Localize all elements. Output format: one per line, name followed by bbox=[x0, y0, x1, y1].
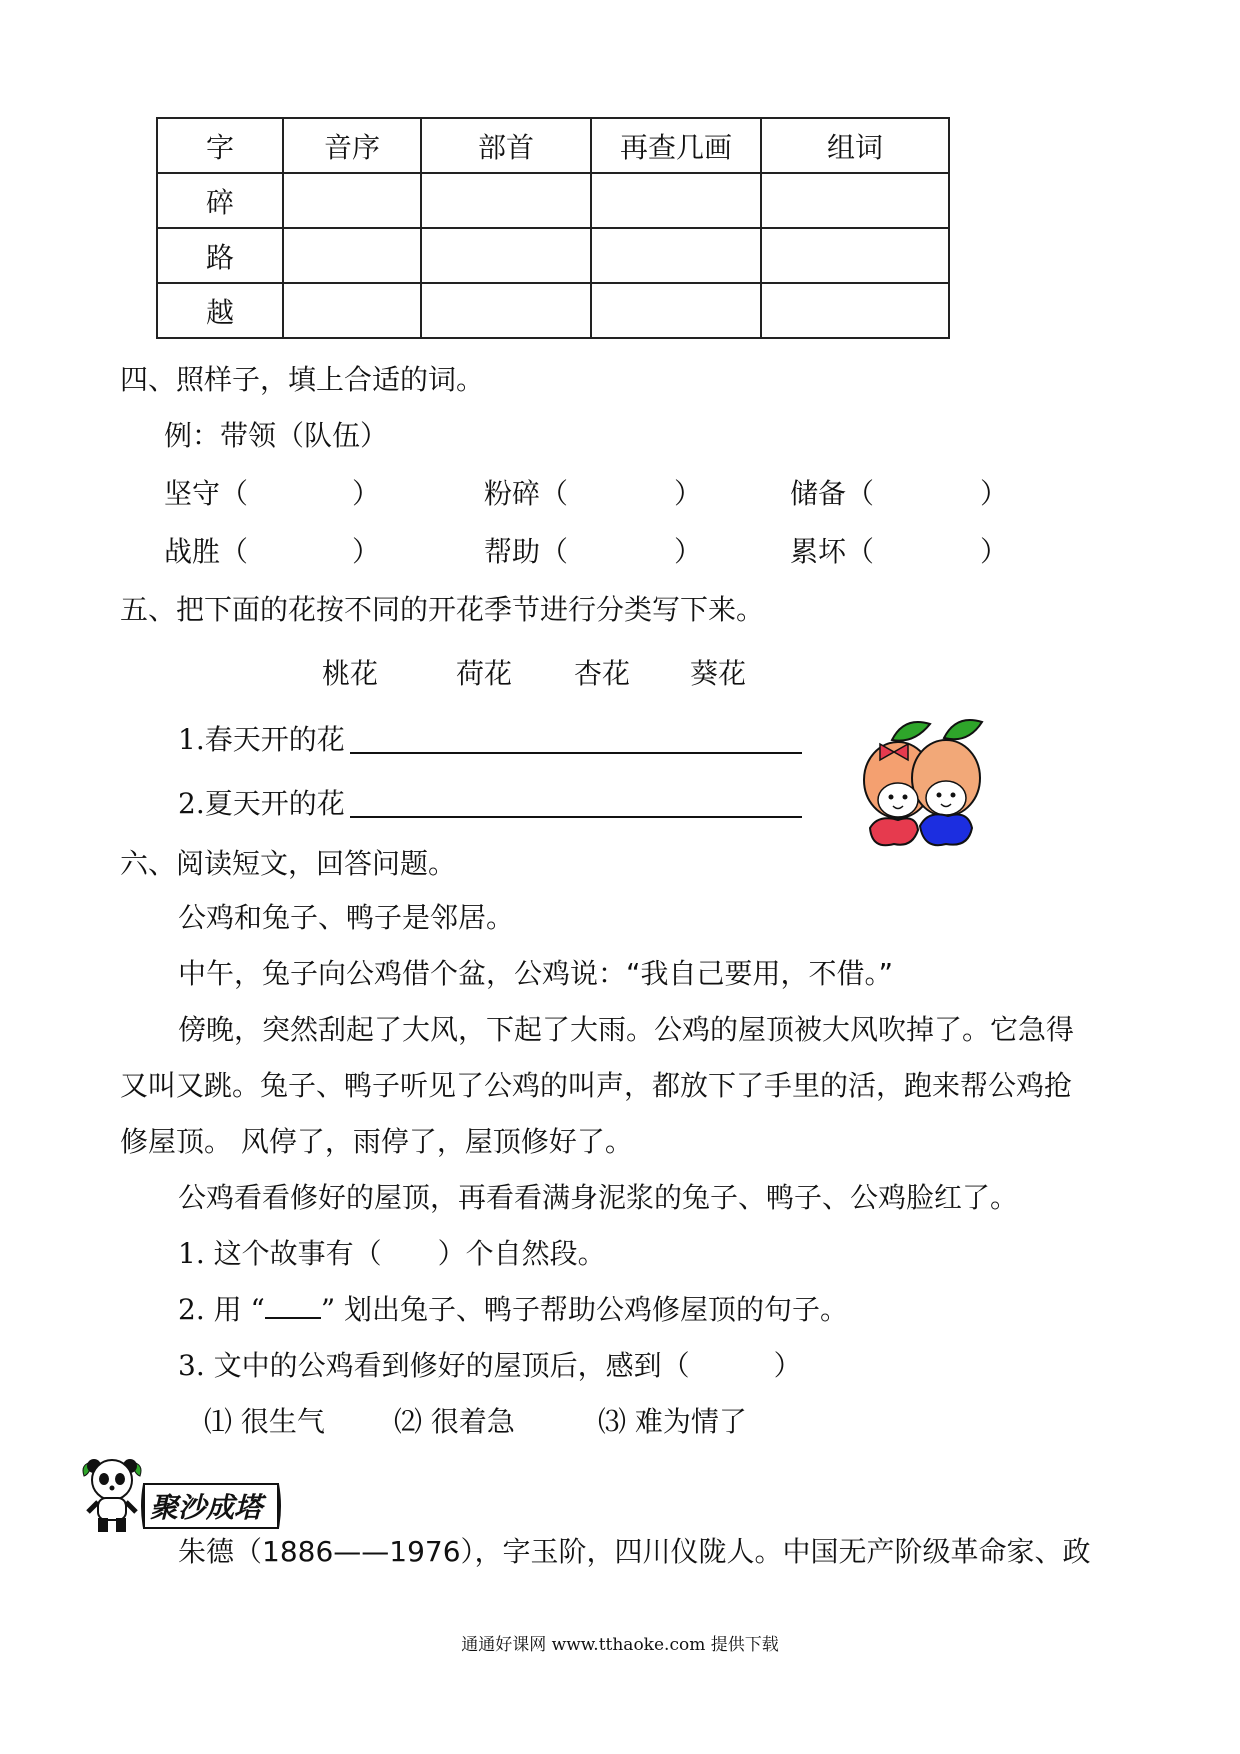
table-cell[interactable] bbox=[761, 228, 949, 283]
option-2[interactable]: ⑵ 很着急 bbox=[394, 1405, 515, 1438]
question-1: 1. 这个故事有（ ）个自然段。 bbox=[178, 1237, 606, 1270]
table-cell[interactable] bbox=[421, 228, 591, 283]
table-cell[interactable] bbox=[591, 173, 761, 228]
fill-item-close: ） bbox=[352, 535, 381, 568]
panda-icon bbox=[80, 1456, 144, 1536]
table-header-cell: 字 bbox=[157, 118, 283, 173]
section5-title: 五、把下面的花按不同的开花季节进行分类写下来。 bbox=[120, 593, 765, 626]
table-cell[interactable] bbox=[761, 283, 949, 338]
table-cell-char: 越 bbox=[157, 283, 283, 338]
banner-title: 聚沙成塔 bbox=[150, 1491, 263, 1524]
fill-item-label: 战胜（ bbox=[164, 535, 249, 568]
fill-item-close: ） bbox=[674, 535, 703, 568]
fill-item-label: 帮助（ bbox=[484, 535, 569, 568]
question-2-end: ” 划出兔子、鸭子帮助公鸡修屋顶的句子。 bbox=[320, 1293, 849, 1326]
page-footer: 通通好课网 www.tthaoke.com 提供下载 bbox=[461, 1635, 779, 1655]
table-cell[interactable] bbox=[421, 173, 591, 228]
table-cell[interactable] bbox=[761, 173, 949, 228]
flower-word: 荷花 bbox=[456, 657, 513, 690]
fill-item-close: ） bbox=[980, 477, 1009, 510]
question-2-start: 2. 用 “ bbox=[178, 1293, 265, 1326]
character-lookup-table bbox=[156, 117, 950, 339]
table-cell[interactable] bbox=[591, 283, 761, 338]
table-header-cell: 音序 bbox=[283, 118, 421, 173]
table-header-cell: 再查几画 bbox=[591, 118, 761, 173]
table-row bbox=[157, 173, 949, 228]
question-2 bbox=[178, 1288, 848, 1328]
table-cell[interactable] bbox=[283, 228, 421, 283]
story-paragraph-3-line1: 傍晚，突然刮起了大风，下起了大雨。公鸡的屋顶被大风吹掉了。它急得 bbox=[178, 1013, 1075, 1046]
table-cell[interactable] bbox=[421, 283, 591, 338]
fill-item-close: ） bbox=[352, 477, 381, 510]
section4-title: 四、照样子，填上合适的词。 bbox=[120, 363, 485, 396]
fill-item-label: 累坏（ bbox=[790, 535, 875, 568]
underline-sample bbox=[265, 1293, 321, 1319]
section4-example: 例：带领（队伍） bbox=[164, 419, 389, 452]
story-paragraph-3-line2: 又叫又跳。兔子、鸭子听见了公鸡的叫声，都放下了手里的活，跑来帮公鸡抢 bbox=[120, 1069, 1073, 1102]
fill-item-label: 粉碎（ bbox=[484, 477, 569, 510]
table-row bbox=[157, 283, 949, 338]
summer-question: 2.夏天开的花 bbox=[178, 787, 345, 820]
section6-title: 六、阅读短文，回答问题。 bbox=[120, 847, 457, 880]
flower-word: 葵花 bbox=[690, 657, 747, 690]
table-cell-char: 碎 bbox=[157, 173, 283, 228]
story-paragraph-3-line3: 修屋顶。 风停了，雨停了，屋顶修好了。 bbox=[120, 1125, 633, 1158]
fill-item-close: ） bbox=[980, 535, 1009, 568]
table-cell[interactable] bbox=[283, 173, 421, 228]
table-cell-char: 路 bbox=[157, 228, 283, 283]
flower-word: 杏花 bbox=[574, 657, 631, 690]
summer-answer-line[interactable] bbox=[350, 816, 802, 818]
story-paragraph-4: 公鸡看看修好的屋顶，再看看满身泥浆的兔子、鸭子、公鸡脸红了。 bbox=[178, 1181, 1019, 1214]
table-row bbox=[157, 228, 949, 283]
question-3: 3. 文中的公鸡看到修好的屋顶后，感到（ ） bbox=[178, 1349, 802, 1382]
flower-word: 桃花 bbox=[322, 657, 379, 690]
table-header-cell: 部首 bbox=[421, 118, 591, 173]
option-3[interactable]: ⑶ 难为情了 bbox=[598, 1405, 747, 1438]
table-header-cell: 组词 bbox=[761, 118, 949, 173]
table-header-row bbox=[157, 118, 949, 173]
spring-question: 1.春天开的花 bbox=[178, 723, 345, 756]
tips-text: 朱德（1886——1976），字玉阶，四川仪陇人。中国无产阶级革命家、政 bbox=[178, 1535, 1091, 1568]
fruit-children-illustration bbox=[852, 710, 990, 852]
table-cell[interactable] bbox=[591, 228, 761, 283]
fill-item-label: 储备（ bbox=[790, 477, 875, 510]
fill-item-label: 坚守（ bbox=[164, 477, 249, 510]
option-1[interactable]: ⑴ 很生气 bbox=[204, 1405, 325, 1438]
story-paragraph-1: 公鸡和兔子、鸭子是邻居。 bbox=[178, 901, 515, 934]
table-cell[interactable] bbox=[283, 283, 421, 338]
spring-answer-line[interactable] bbox=[350, 752, 802, 754]
story-paragraph-2: 中午，兔子向公鸡借个盆，公鸡说：“我自己要用，不借。” bbox=[178, 957, 894, 990]
fill-item-close: ） bbox=[674, 477, 703, 510]
